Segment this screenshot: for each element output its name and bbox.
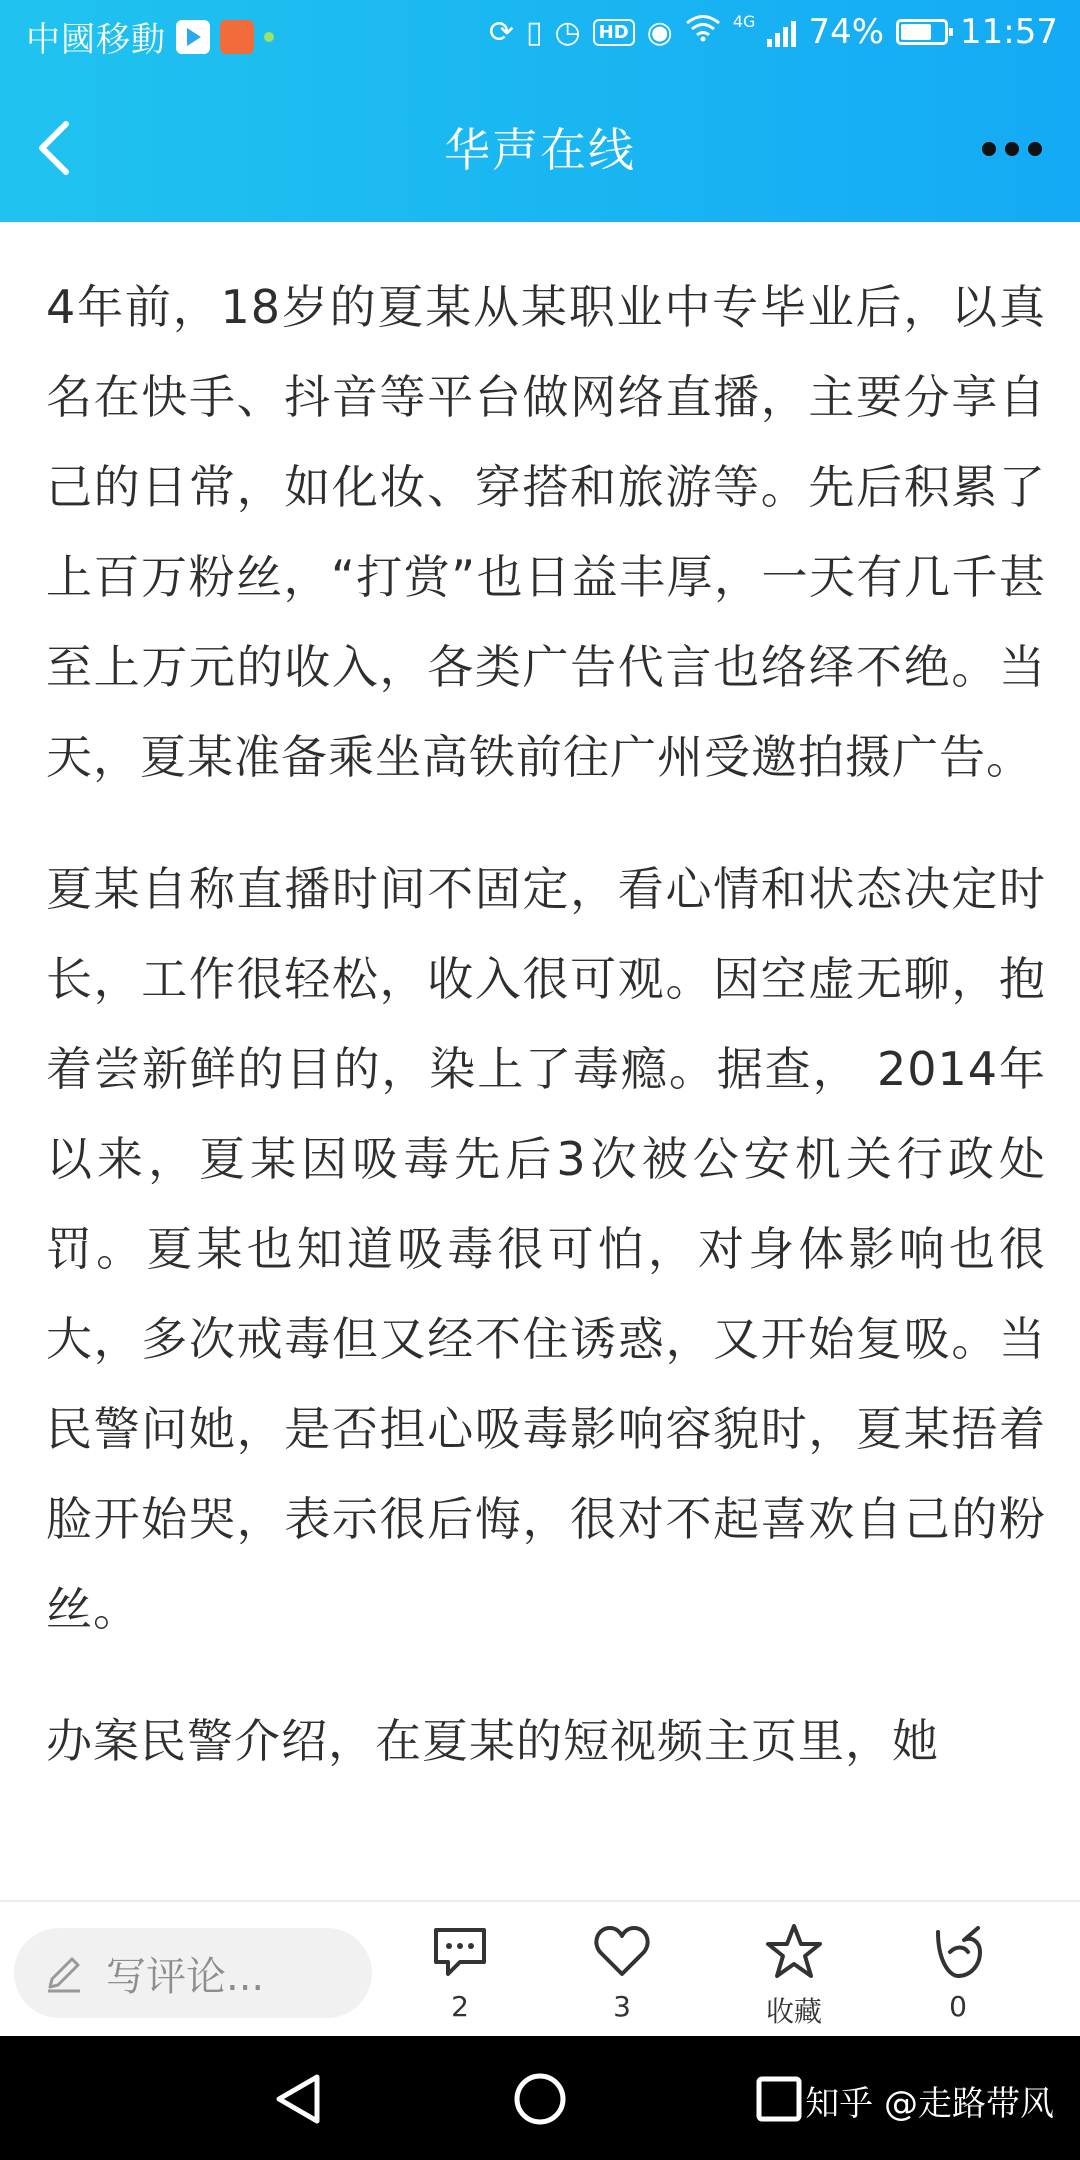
status-bar-right [489, 12, 1058, 52]
comment-bubble-icon [430, 1922, 490, 1982]
share-count: 0 [949, 1990, 967, 2023]
comment-placeholder: 写评论... [106, 1953, 265, 2000]
favorite-button[interactable] [734, 1922, 854, 2032]
vibrate-icon: ▯ [525, 14, 543, 50]
bottom-action-bar [0, 1900, 1080, 2038]
more-dot-icon [1028, 142, 1042, 156]
article-body [46, 262, 1046, 1902]
nav-home-button[interactable] [505, 2064, 575, 2134]
square-recents-icon [754, 2074, 804, 2124]
carrier-name: 中國移動 [26, 20, 166, 60]
circle-home-icon [512, 2071, 568, 2127]
page-title: 华声在线 [444, 123, 636, 177]
share-icon [928, 1922, 988, 1982]
pencil-icon [40, 1949, 88, 1997]
heart-icon [592, 1922, 652, 1982]
more-dot-icon [1005, 142, 1019, 156]
network-type: 4G [732, 12, 756, 31]
triangle-back-icon [271, 2071, 323, 2127]
video-app-notification-icon [176, 20, 210, 54]
more-options-button[interactable] [962, 114, 1062, 184]
hd-icon: HD [593, 19, 635, 46]
more-dot-icon [982, 142, 996, 156]
battery-percent: 74% [808, 12, 885, 52]
alarm-icon: ◷ [554, 14, 581, 50]
battery-fill [901, 24, 931, 40]
article-paragraph: 办案民警介绍，在夏某的短视频主页里，她 [46, 1714, 939, 1768]
wifi-icon [685, 14, 721, 50]
comments-count: 2 [451, 1990, 469, 2023]
article-paragraph: 夏某自称直播时间不固定，看心情和状态决定时长，工作很轻松，收入很可观。因空虚无聊，抱着尝新鲜的目的，染上了毒瘾。据查， 2014年以来，夏某因吸毒先后3次被公安机关行政处罚。夏某也知道吸毒很可怕，对身体影响也很大，多次戒毒但又经不住诱惑，又开始复吸。当民警问她，是否担心吸毒影响容貌时，夏某捂着脸开始哭，表示很后悔，很对不起喜欢自己的粉丝。 [46, 862, 1046, 1636]
status-bar [0, 0, 1080, 74]
comments-button[interactable] [400, 1922, 520, 2032]
nav-back-button[interactable] [262, 2064, 332, 2134]
notification-dot-icon [264, 32, 274, 42]
header [0, 0, 1080, 222]
favorite-label: 收藏 [765, 1995, 822, 2028]
watermark: 知乎 @走路带风 [805, 2084, 1054, 2124]
likes-count: 3 [613, 1990, 631, 2023]
article-paragraph: 4年前，18岁的夏某从某职业中专毕业后，以真名在快手、抖音等平台做网络直播，主要分享自己的日常，如化妆、穿搭和旅游等。先后积累了上百万粉丝，“打赏”也日益丰厚，一天有几千甚至上万元的收入，各类广告代言也络绎不绝。当天，夏某准备乘坐高铁前往广州受邀拍摄广告。 [46, 280, 1046, 784]
star-icon [764, 1922, 824, 1982]
status-bar-left [26, 12, 274, 61]
nav-recents-button[interactable] [744, 2064, 814, 2134]
cell-signal-icon [767, 17, 796, 47]
like-button[interactable] [562, 1922, 682, 2032]
share-button[interactable] [898, 1922, 1018, 2032]
data-saver-icon: ⟳ [488, 14, 514, 50]
eye-comfort-icon: ◉ [646, 14, 673, 50]
clock: 11:57 [960, 12, 1058, 52]
comment-input[interactable] [14, 1928, 372, 2018]
news-app-notification-icon [220, 20, 254, 54]
battery-icon [896, 19, 948, 45]
system-navigation-bar [0, 2036, 1080, 2160]
app-bar [0, 74, 1080, 222]
